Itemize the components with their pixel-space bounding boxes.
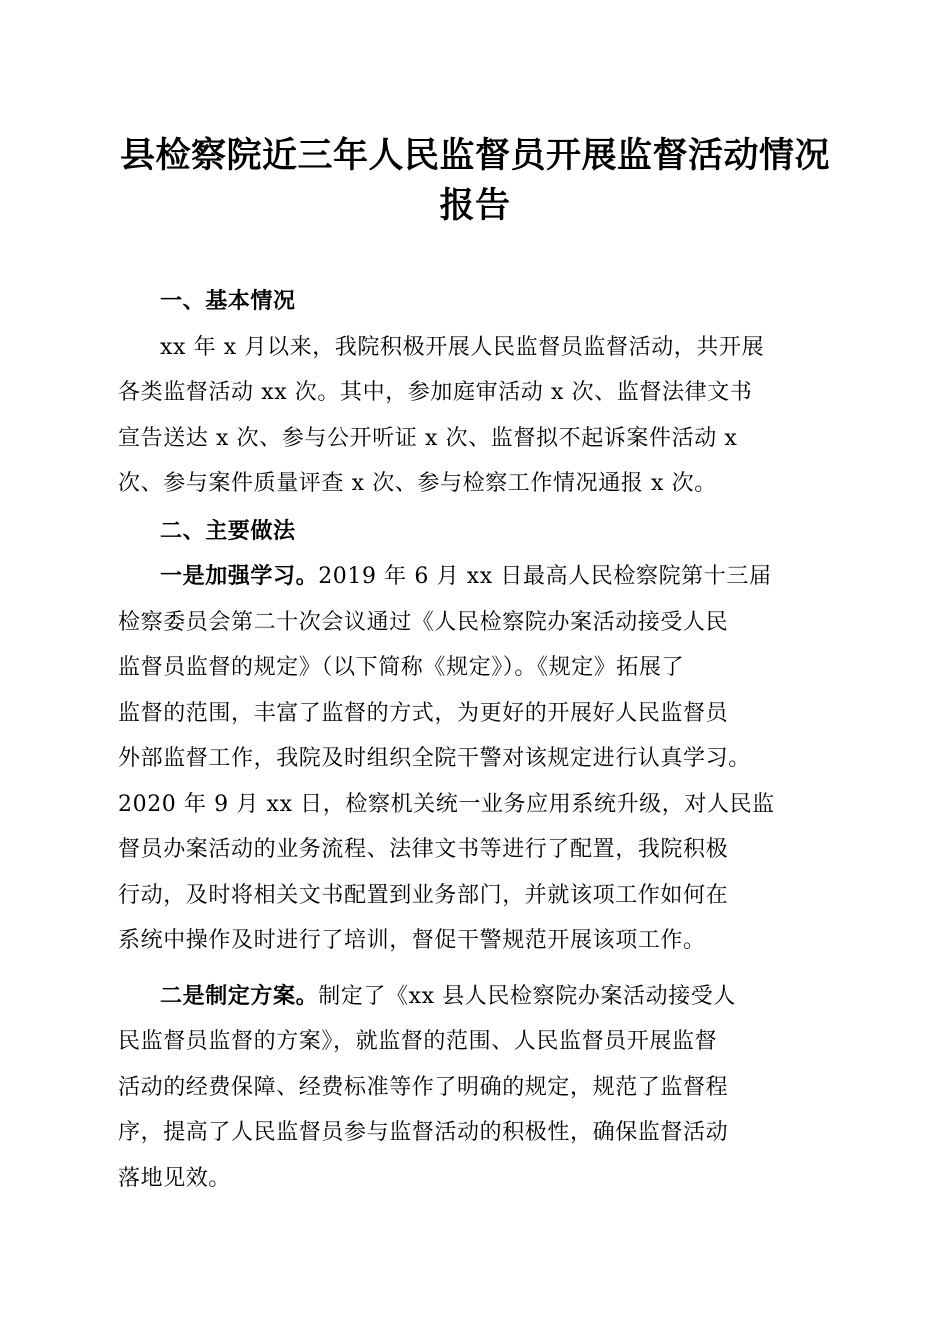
spacer <box>118 964 838 974</box>
paragraph-line <box>118 974 838 1020</box>
paragraph-line: 各类监督活动 xx 次。其中，参加庭审活动 x 次、监督法律文书 <box>118 380 753 405</box>
paragraph-line: 宣告送达 x 次、参与公开听证 x 次、监督拟不起诉案件活动 x <box>118 425 738 451</box>
paragraph-line: 检察委员会第二十次会议通过《人民检察院办案活动接受人民 <box>118 609 729 635</box>
paragraph-line: 序，提高了人民监督员参与监督活动的积极性，确保监督活动 <box>118 1120 729 1145</box>
document-title <box>60 131 890 231</box>
paragraph-line: 活动的经费保障、经费标准等作了明确的规定，规范了监督程 <box>118 1074 729 1100</box>
paragraph-text: 2019 年 6 月 xx 日最高人民检察院第十三届 <box>318 564 772 589</box>
paragraph-line: 民监督员监督的方案》，就监督的范围、人民监督员开展监督 <box>118 1029 718 1054</box>
document-body <box>118 279 838 1201</box>
paragraph-line: xx 年 x 月以来，我院积极开展人民监督员监督活动，共开展 <box>160 334 765 360</box>
paragraph-line <box>118 554 838 600</box>
section-heading-basic: 一、基本情况 <box>160 289 296 314</box>
title-line: 县检察院近三年人民监督员开展监督活动情况 <box>119 136 830 176</box>
paragraph-line: 监督的范围，丰富了监督的方式，为更好的开展好人民监督员 <box>118 700 729 726</box>
paragraph-line: 系统中操作及时进行了培训，督促干警规范开展该项工作。 <box>118 928 706 953</box>
paragraph-text: 制定了《xx 县人民检察院办案活动接受人 <box>318 983 737 1009</box>
paragraph-line: 行动，及时将相关文书配置到业务部门，并就该项工作如何在 <box>118 882 729 908</box>
section-heading-methods: 二、主要做法 <box>160 518 296 544</box>
title-line: 报告 <box>439 186 511 226</box>
paragraph-line: 次、参与案件质量评查 x 次、参与检察工作情况通报 x 次。 <box>118 471 717 496</box>
paragraph-lead: 一是加强学习。 <box>160 563 319 589</box>
paragraph-lead: 二是制定方案。 <box>160 982 319 1009</box>
paragraph-line: 督员办案活动的业务流程、法律文书等进行了配置，我院积极 <box>118 837 729 862</box>
paragraph-line: 落地见效。 <box>118 1165 232 1191</box>
paragraph-line: 外部监督工作，我院及时组织全院干警对该规定进行认真学习。 <box>118 746 751 771</box>
paragraph-line: 2020 年 9 月 xx 日，检察机关统一业务应用系统升级，对人民监 <box>118 791 775 817</box>
paragraph-line: 监督员监督的规定》（以下简称《规定》）。《规定》拓展了 <box>118 655 685 680</box>
